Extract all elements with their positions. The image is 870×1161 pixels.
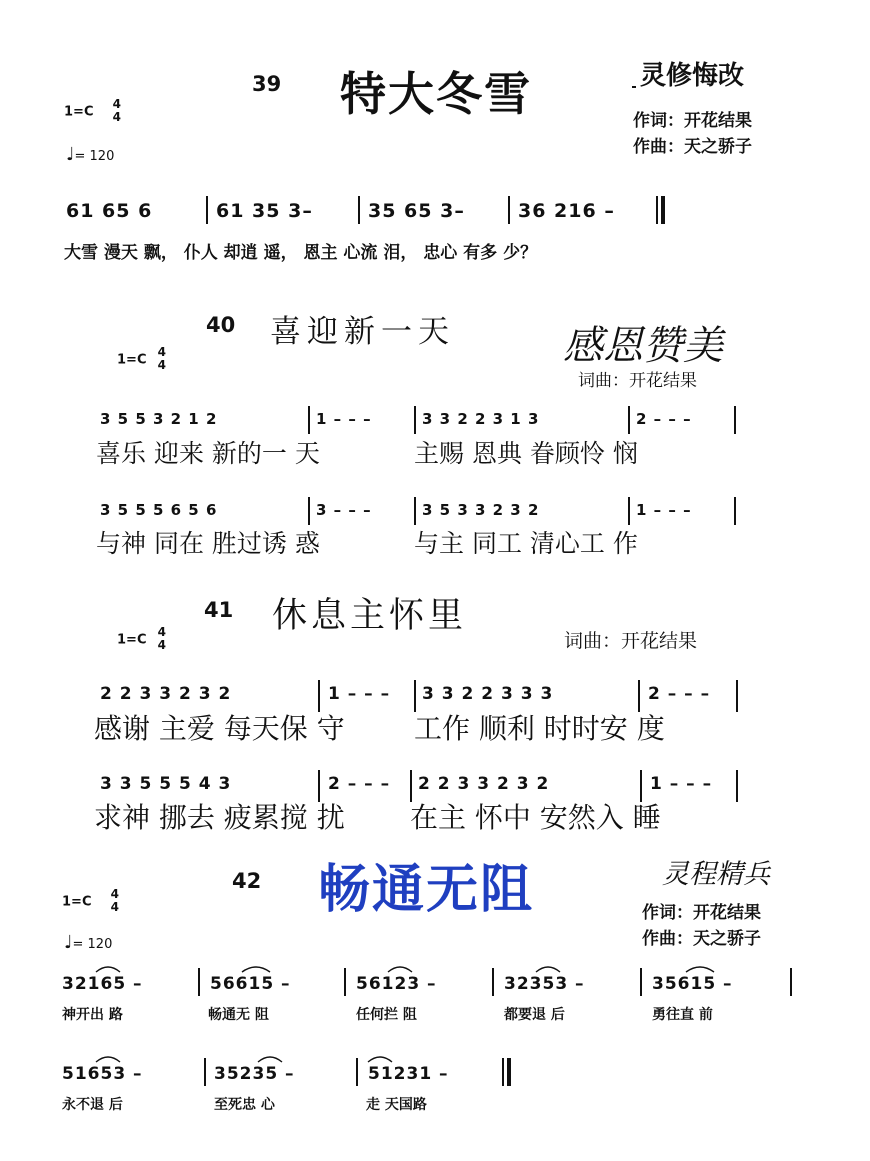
lyrics-segment: 都要退 后 xyxy=(504,1007,565,1023)
key-label: 1=C xyxy=(117,632,147,648)
time-signature xyxy=(158,626,166,652)
barline xyxy=(358,196,360,224)
time-signature xyxy=(111,888,119,914)
measure: 51653 – xyxy=(62,1064,143,1084)
lyrics-segment: 至死忠 心 xyxy=(214,1097,275,1113)
barline xyxy=(734,497,736,525)
song-title: 畅通无阻 xyxy=(318,860,535,920)
composer: 作曲：天之骄子 xyxy=(642,929,761,949)
composer: 作曲：天之骄子 xyxy=(633,137,752,157)
song-number: 39 xyxy=(252,72,282,96)
time-bottom: 4 xyxy=(157,638,166,652)
barline xyxy=(628,406,630,434)
lyrics-segment: 走 天国路 xyxy=(366,1097,427,1113)
song-subtitle: 灵修悔改 xyxy=(640,61,745,91)
slur xyxy=(96,967,120,972)
slur-marks xyxy=(0,1050,870,1080)
lyrics-line: 与神 同在 胜过诱 惑 xyxy=(96,529,320,558)
key-signature xyxy=(64,98,121,124)
measure: 35 65 3– xyxy=(368,200,465,222)
measure: 61 65 6 xyxy=(66,200,153,222)
barline xyxy=(736,770,738,802)
barline xyxy=(628,497,630,525)
song-number: 40 xyxy=(206,313,236,337)
underline-mark xyxy=(632,86,636,88)
lyrics-segment: 神开出 路 xyxy=(62,1007,123,1023)
time-bottom: 4 xyxy=(157,358,166,372)
measure: 56123 – xyxy=(356,974,437,994)
measure: 3 3 2 2 3 3 3 xyxy=(422,684,554,704)
song-title: 休息主怀里 xyxy=(272,596,468,636)
lyrics-line: 工作 顺利 时时安 度 xyxy=(414,712,665,745)
slur xyxy=(686,967,714,972)
credit: 词曲：开花结果 xyxy=(578,371,697,391)
measure: 2 – – – xyxy=(648,684,711,704)
final-barline xyxy=(656,196,658,224)
measure: 1 – – – xyxy=(316,410,372,428)
measure: 2 – – – xyxy=(636,410,692,428)
song-subtitle: 灵程精兵 xyxy=(662,859,770,890)
lyrics-segment: 任何拦 阻 xyxy=(356,1007,417,1023)
time-bottom: 4 xyxy=(110,900,119,914)
final-barline xyxy=(661,196,665,224)
slur xyxy=(536,967,560,972)
lyricist: 作词：开花结果 xyxy=(642,903,761,923)
key-signature xyxy=(117,346,166,372)
song-subtitle: 感恩赞美 xyxy=(563,323,723,369)
key-label: 1=C xyxy=(64,104,94,120)
lyrics-segment: 永不退 后 xyxy=(62,1097,123,1113)
slur xyxy=(388,967,412,972)
measure: 2 2 3 3 2 3 2 xyxy=(100,684,232,704)
song-number: 42 xyxy=(232,869,262,893)
quarter-note-icon: ♩ xyxy=(66,144,75,165)
lyrics-segment: 畅通无 阻 xyxy=(208,1007,269,1023)
tempo-marking xyxy=(66,144,114,165)
lyrics-line: 与主 同工 清心工 作 xyxy=(414,529,638,558)
lyrics-line: 大雪 漫天 飘， 仆人 却逍 遥， 恩主 心流 泪， 忠心 有多 少？ xyxy=(64,243,538,263)
song-title: 喜迎新一天 xyxy=(270,314,455,350)
barline xyxy=(308,406,310,434)
time-top: 4 xyxy=(112,97,121,111)
measure: 3 5 3 3 2 3 2 xyxy=(422,501,540,519)
measure: 56615 – xyxy=(210,974,291,994)
key-label: 1=C xyxy=(62,894,92,910)
measure: 2 – – – xyxy=(328,774,391,794)
measure: 3 3 5 5 5 4 3 xyxy=(100,774,232,794)
tempo-marking xyxy=(64,932,112,953)
lyricist: 作词：开花结果 xyxy=(633,111,752,131)
quarter-note-icon: ♩ xyxy=(64,932,73,953)
measure: 61 35 3– xyxy=(216,200,313,222)
tempo-value: = 120 xyxy=(74,149,115,164)
key-label: 1=C xyxy=(117,352,147,368)
song-title: 特大冬雪 xyxy=(340,67,532,121)
measure: 35235 – xyxy=(214,1064,295,1084)
measure: 32165 – xyxy=(62,974,143,994)
key-signature xyxy=(117,626,166,652)
measure: 3 5 5 5 6 5 6 xyxy=(100,501,218,519)
slur xyxy=(368,1057,392,1062)
measure: 32353 – xyxy=(504,974,585,994)
measure: 1 – – – xyxy=(328,684,391,704)
song-number: 41 xyxy=(204,598,234,622)
key-signature xyxy=(62,888,119,914)
measure: 1 – – – xyxy=(650,774,713,794)
time-top: 4 xyxy=(157,345,166,359)
lyrics-line: 在主 怀中 安然入 睡 xyxy=(410,801,661,834)
slur-marks xyxy=(0,960,870,990)
barline xyxy=(414,406,416,434)
lyrics-line: 主赐 恩典 眷顾怜 悯 xyxy=(414,439,638,468)
time-top: 4 xyxy=(110,887,119,901)
measure: 2 2 3 3 2 3 2 xyxy=(418,774,550,794)
time-signature xyxy=(158,346,166,372)
barline xyxy=(508,196,510,224)
measure: 3 – – – xyxy=(316,501,372,519)
barline xyxy=(206,196,208,224)
barline xyxy=(308,497,310,525)
time-bottom: 4 xyxy=(112,110,121,124)
measure: 3 5 5 3 2 1 2 xyxy=(100,410,218,428)
tempo-value: = 120 xyxy=(72,937,113,952)
slur xyxy=(96,1057,120,1062)
lyrics-segment: 勇往直 前 xyxy=(652,1007,713,1023)
barline xyxy=(736,680,738,712)
measure: 35615 – xyxy=(652,974,733,994)
barline xyxy=(414,497,416,525)
measure: 36 216 – xyxy=(518,200,615,222)
credit: 词曲：开花结果 xyxy=(564,630,698,652)
measure: 51231 – xyxy=(368,1064,449,1084)
slur xyxy=(258,1057,282,1062)
lyrics-line: 求神 挪去 疲累搅 扰 xyxy=(94,801,345,834)
measure: 1 – – – xyxy=(636,501,692,519)
barline xyxy=(734,406,736,434)
lyrics-line: 喜乐 迎来 新的一 天 xyxy=(96,439,320,468)
measure: 3 3 2 2 3 1 3 xyxy=(422,410,540,428)
time-top: 4 xyxy=(157,625,166,639)
time-signature xyxy=(113,98,121,124)
slur xyxy=(242,967,270,972)
lyrics-line: 感谢 主爱 每天保 守 xyxy=(94,712,345,745)
